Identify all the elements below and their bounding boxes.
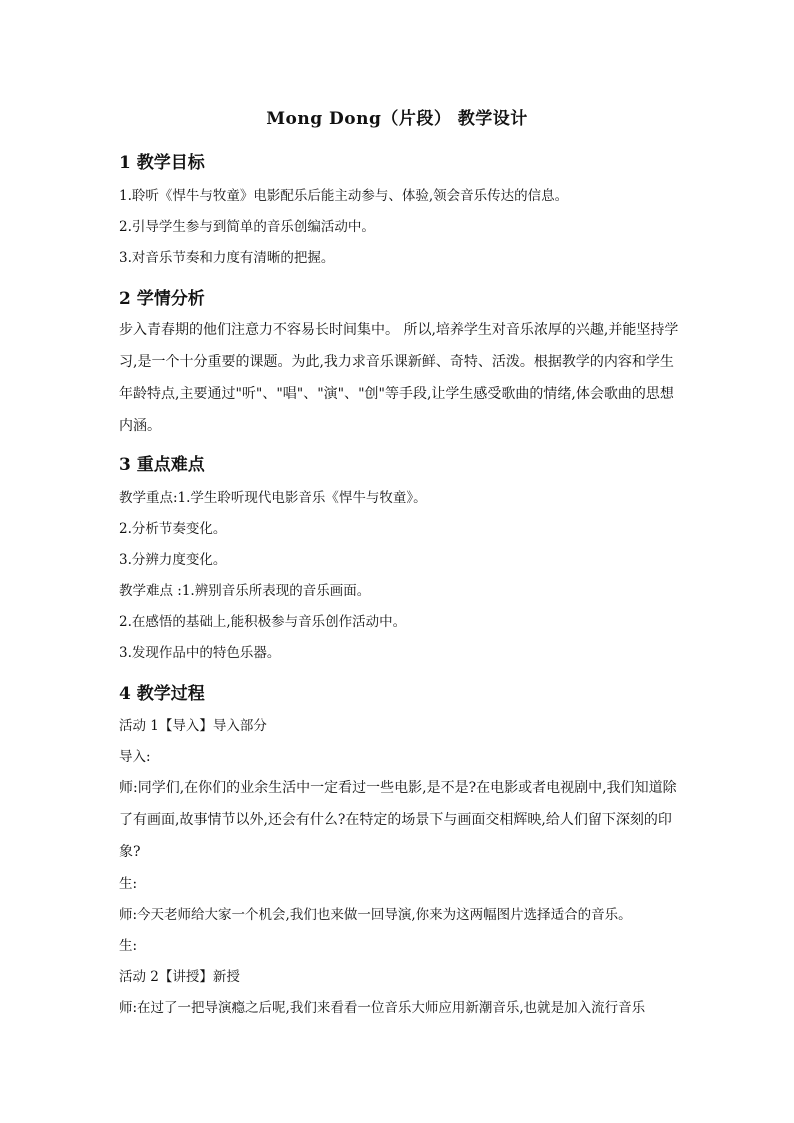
section-1-heading: 1 教学目标: [119, 153, 205, 173]
learner-analysis-paragraph: 步入青春期的他们注意力不容易长时间集中。 所以,培养学生对音乐浓厚的兴趣,并能坚持学习,是一个十分重要的课题。为此,我力求音乐课新鲜、奇特、活泼。根据教学的内容和学生年龄特点,主要通过"听"、"唱"、"演"、"创"等手段,让学生感受歌曲的情绪,体会歌曲的思想内涵。: [119, 322, 679, 434]
activity-1-label: 活动 1【导入】导入部分: [119, 718, 267, 734]
section-3-heading: 3 重点难点: [119, 455, 205, 475]
intro-label: 导入:: [119, 749, 151, 765]
page-title: Mong Dong（片段） 教学设计: [266, 109, 528, 129]
difficulty-2: 2.在感悟的基础上,能积极参与音乐创作活动中。: [119, 614, 407, 630]
section-4-heading: 4 教学过程: [119, 684, 205, 704]
key-point-1: 教学重点:1.学生聆听现代电影音乐《悍牛与牧童》。: [119, 490, 427, 506]
difficulty-3: 3.发现作品中的特色乐器。: [119, 645, 281, 661]
teacher-line-3: 师:在过了一把导演瘾之后呢,我们来看看一位音乐大师应用新潮音乐,也就是加入流行音乐: [119, 1000, 646, 1016]
activity-2-label: 活动 2【讲授】新授: [119, 969, 240, 985]
section-2-heading: 2 学情分析: [119, 289, 205, 309]
teacher-line-1: 师:同学们,在你们的业余生活中一定看过一些电影,是不是?在电影或者电视剧中,我们知道除了有画面,故事情节以外,还会有什么?在特定的场景下与画面交相辉映,给人们留下深刻的印象?: [119, 780, 677, 860]
objective-3: 3.对音乐节奏和力度有清晰的把握。: [119, 250, 335, 266]
student-line-1: 生:: [119, 876, 138, 892]
key-point-3: 3.分辨力度变化。: [119, 552, 227, 568]
difficulty-1: 教学难点 :1.辨别音乐所表现的音乐画面。: [119, 583, 371, 599]
objective-1: 1.聆听《悍牛与牧童》电影配乐后能主动参与、体验,领会音乐传达的信息。: [119, 188, 569, 204]
key-point-2: 2.分析节奏变化。: [119, 521, 227, 537]
objective-2: 2.引导学生参与到简单的音乐创编活动中。: [119, 219, 375, 235]
teacher-line-2: 师:今天老师给大家一个机会,我们也来做一回导演,你来为这两幅图片选择适合的音乐。: [119, 907, 632, 923]
student-line-2: 生:: [119, 938, 138, 954]
